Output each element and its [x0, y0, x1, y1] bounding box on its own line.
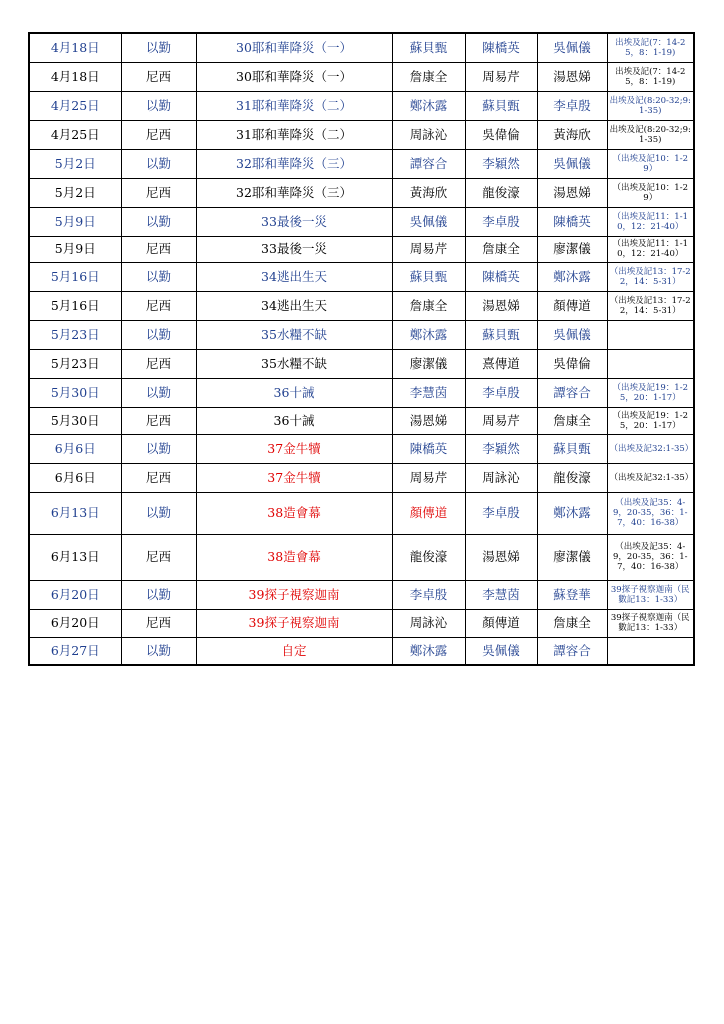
scripture-ref-cell: （出埃及記35：4-9，20-35，36：1-7，40：16-38） — [607, 492, 694, 534]
topic-cell: 38造會幕 — [196, 492, 392, 534]
table-row — [29, 609, 694, 637]
person-cell: 湯恩娣 — [392, 407, 465, 434]
topic-cell: 34逃出生天 — [196, 262, 392, 291]
person-cell: 蘇貝甄 — [465, 320, 537, 349]
person-cell: 廖潔儀 — [392, 349, 465, 378]
group-cell: 以勤 — [121, 207, 196, 236]
person-cell: 蘇貝甄 — [465, 91, 537, 120]
table-row — [29, 262, 694, 291]
group-cell: 以勤 — [121, 492, 196, 534]
topic-cell: 37金牛犢 — [196, 434, 392, 463]
scripture-ref-cell: 出埃及記(7：14-25，8：1-19) — [607, 62, 694, 91]
date-cell: 5月16日 — [29, 291, 121, 320]
group-cell: 以勤 — [121, 637, 196, 665]
date-cell: 4月25日 — [29, 120, 121, 149]
person-cell: 湯恩娣 — [537, 178, 607, 207]
topic-cell: 37金牛犢 — [196, 463, 392, 492]
table-row — [29, 534, 694, 580]
person-cell: 李慧茵 — [465, 580, 537, 609]
table-row — [29, 62, 694, 91]
group-cell: 尼西 — [121, 236, 196, 262]
person-cell: 湯恩娣 — [465, 291, 537, 320]
scripture-ref-cell: 39探子視察迦南（民數記13：1-33） — [607, 580, 694, 609]
group-cell: 以勤 — [121, 320, 196, 349]
table-row — [29, 236, 694, 262]
table-row — [29, 434, 694, 463]
person-cell: 詹康全 — [537, 609, 607, 637]
scripture-ref-cell: （出埃及記35：4-9，20-35，36：1-7，40：16-38） — [607, 534, 694, 580]
date-cell: 6月6日 — [29, 463, 121, 492]
group-cell: 尼西 — [121, 291, 196, 320]
scripture-ref-cell — [607, 349, 694, 378]
person-cell: 蘇貝甄 — [537, 434, 607, 463]
topic-cell: 36十誡 — [196, 407, 392, 434]
table-row — [29, 407, 694, 434]
topic-cell: 34逃出生天 — [196, 291, 392, 320]
topic-cell: 32耶和華降災（三） — [196, 178, 392, 207]
person-cell: 吳佩儀 — [465, 637, 537, 665]
person-cell: 黃海欣 — [537, 120, 607, 149]
person-cell: 李卓殷 — [465, 378, 537, 407]
group-cell: 以勤 — [121, 580, 196, 609]
person-cell: 鄭沐露 — [537, 262, 607, 291]
table-row — [29, 149, 694, 178]
person-cell: 周易芹 — [392, 463, 465, 492]
person-cell: 吳佩儀 — [392, 207, 465, 236]
topic-cell: 35水糧不缺 — [196, 349, 392, 378]
date-cell: 4月25日 — [29, 91, 121, 120]
topic-cell: 31耶和華降災（二） — [196, 91, 392, 120]
scripture-ref-cell: （出埃及記10：1-29） — [607, 178, 694, 207]
table-row — [29, 637, 694, 665]
table-row — [29, 91, 694, 120]
group-cell: 尼西 — [121, 120, 196, 149]
topic-cell: 39探子視察迦南 — [196, 580, 392, 609]
person-cell: 譚容合 — [537, 637, 607, 665]
scripture-ref-cell: （出埃及記32:1-35） — [607, 463, 694, 492]
date-cell: 6月6日 — [29, 434, 121, 463]
date-cell: 5月23日 — [29, 320, 121, 349]
date-cell: 6月20日 — [29, 609, 121, 637]
table-row — [29, 33, 694, 62]
person-cell: 周易芹 — [392, 236, 465, 262]
date-cell: 5月30日 — [29, 407, 121, 434]
person-cell: 周詠沁 — [465, 463, 537, 492]
person-cell: 龍俊濠 — [537, 463, 607, 492]
person-cell: 吳佩儀 — [537, 149, 607, 178]
person-cell: 周易芹 — [465, 407, 537, 434]
person-cell: 蘇貝甄 — [392, 262, 465, 291]
group-cell: 尼西 — [121, 534, 196, 580]
person-cell: 詹康全 — [465, 236, 537, 262]
date-cell: 5月9日 — [29, 207, 121, 236]
person-cell: 李穎然 — [465, 434, 537, 463]
table-row — [29, 349, 694, 378]
person-cell: 吳佩儀 — [537, 320, 607, 349]
table-row — [29, 378, 694, 407]
person-cell: 詹康全 — [537, 407, 607, 434]
person-cell: 李卓殷 — [537, 91, 607, 120]
date-cell: 5月23日 — [29, 349, 121, 378]
date-cell: 5月2日 — [29, 149, 121, 178]
person-cell: 陳橋英 — [465, 33, 537, 62]
date-cell: 6月27日 — [29, 637, 121, 665]
table-row — [29, 492, 694, 534]
person-cell: 陳橋英 — [392, 434, 465, 463]
person-cell: 李卓殷 — [392, 580, 465, 609]
group-cell: 尼西 — [121, 407, 196, 434]
group-cell: 尼西 — [121, 178, 196, 207]
date-cell: 6月20日 — [29, 580, 121, 609]
person-cell: 周易芹 — [465, 62, 537, 91]
scripture-ref-cell — [607, 637, 694, 665]
person-cell: 蘇貝甄 — [392, 33, 465, 62]
group-cell: 以勤 — [121, 91, 196, 120]
scripture-ref-cell: （出埃及記11：1-10，12：21-40） — [607, 236, 694, 262]
person-cell: 譚容合 — [537, 378, 607, 407]
person-cell: 陳橋英 — [465, 262, 537, 291]
schedule-table — [28, 32, 695, 666]
group-cell: 尼西 — [121, 62, 196, 91]
scripture-ref-cell: （出埃及記11：1-10，12：21-40） — [607, 207, 694, 236]
date-cell: 5月16日 — [29, 262, 121, 291]
person-cell: 詹康全 — [392, 62, 465, 91]
topic-cell: 30耶和華降災（一） — [196, 33, 392, 62]
scripture-ref-cell: 出埃及記(8:20-32;9:1-35) — [607, 91, 694, 120]
topic-cell: 39探子視察迦南 — [196, 609, 392, 637]
date-cell: 5月9日 — [29, 236, 121, 262]
date-cell: 4月18日 — [29, 33, 121, 62]
schedule-body — [29, 33, 694, 665]
scripture-ref-cell: （出埃及記19：1-25，20：1-17） — [607, 378, 694, 407]
person-cell: 廖潔儀 — [537, 236, 607, 262]
person-cell: 顏傳道 — [537, 291, 607, 320]
person-cell: 熹傳道 — [465, 349, 537, 378]
topic-cell: 38造會幕 — [196, 534, 392, 580]
scripture-ref-cell — [607, 320, 694, 349]
group-cell: 尼西 — [121, 349, 196, 378]
topic-cell: 33最後一災 — [196, 236, 392, 262]
table-row — [29, 463, 694, 492]
person-cell: 吳偉倫 — [537, 349, 607, 378]
person-cell: 鄭沐露 — [392, 91, 465, 120]
person-cell: 鄭沐露 — [392, 637, 465, 665]
group-cell: 以勤 — [121, 434, 196, 463]
group-cell: 尼西 — [121, 609, 196, 637]
group-cell: 以勤 — [121, 33, 196, 62]
table-row — [29, 580, 694, 609]
scripture-ref-cell: 39探子視察迦南（民數記13：1-33） — [607, 609, 694, 637]
date-cell: 4月18日 — [29, 62, 121, 91]
table-row — [29, 207, 694, 236]
topic-cell: 35水糧不缺 — [196, 320, 392, 349]
topic-cell: 30耶和華降災（一） — [196, 62, 392, 91]
date-cell: 6月13日 — [29, 492, 121, 534]
topic-cell: 31耶和華降災（二） — [196, 120, 392, 149]
group-cell: 以勤 — [121, 378, 196, 407]
person-cell: 顏傳道 — [392, 492, 465, 534]
person-cell: 鄭沐露 — [537, 492, 607, 534]
date-cell: 5月30日 — [29, 378, 121, 407]
table-row — [29, 178, 694, 207]
person-cell: 湯恩娣 — [537, 62, 607, 91]
topic-cell: 32耶和華降災（三） — [196, 149, 392, 178]
person-cell: 吳偉倫 — [465, 120, 537, 149]
person-cell: 李卓殷 — [465, 492, 537, 534]
scripture-ref-cell: （出埃及記32:1-35） — [607, 434, 694, 463]
person-cell: 鄭沐露 — [392, 320, 465, 349]
person-cell: 蘇登華 — [537, 580, 607, 609]
group-cell: 以勤 — [121, 262, 196, 291]
scripture-ref-cell: 出埃及記(8:20-32;9:1-35) — [607, 120, 694, 149]
person-cell: 李穎然 — [465, 149, 537, 178]
group-cell: 以勤 — [121, 149, 196, 178]
person-cell: 陳橋英 — [537, 207, 607, 236]
table-row — [29, 320, 694, 349]
person-cell: 李慧茵 — [392, 378, 465, 407]
scripture-ref-cell: 出埃及記(7：14-25，8：1-19) — [607, 33, 694, 62]
topic-cell: 自定 — [196, 637, 392, 665]
person-cell: 顏傳道 — [465, 609, 537, 637]
person-cell: 湯恩娣 — [465, 534, 537, 580]
person-cell: 譚容合 — [392, 149, 465, 178]
person-cell: 廖潔儀 — [537, 534, 607, 580]
person-cell: 周詠沁 — [392, 609, 465, 637]
person-cell: 周詠沁 — [392, 120, 465, 149]
topic-cell: 33最後一災 — [196, 207, 392, 236]
person-cell: 黃海欣 — [392, 178, 465, 207]
scripture-ref-cell: （出埃及記13：17-22，14：5-31） — [607, 291, 694, 320]
scripture-ref-cell: （出埃及記13：17-22，14：5-31） — [607, 262, 694, 291]
person-cell: 龍俊濠 — [392, 534, 465, 580]
person-cell: 詹康全 — [392, 291, 465, 320]
person-cell: 龍俊濠 — [465, 178, 537, 207]
scripture-ref-cell: （出埃及記19：1-25，20：1-17） — [607, 407, 694, 434]
table-row — [29, 120, 694, 149]
scripture-ref-cell: （出埃及記10：1-29） — [607, 149, 694, 178]
date-cell: 6月13日 — [29, 534, 121, 580]
group-cell: 尼西 — [121, 463, 196, 492]
person-cell: 吳佩儀 — [537, 33, 607, 62]
person-cell: 李卓殷 — [465, 207, 537, 236]
date-cell: 5月2日 — [29, 178, 121, 207]
table-row — [29, 291, 694, 320]
topic-cell: 36十誡 — [196, 378, 392, 407]
